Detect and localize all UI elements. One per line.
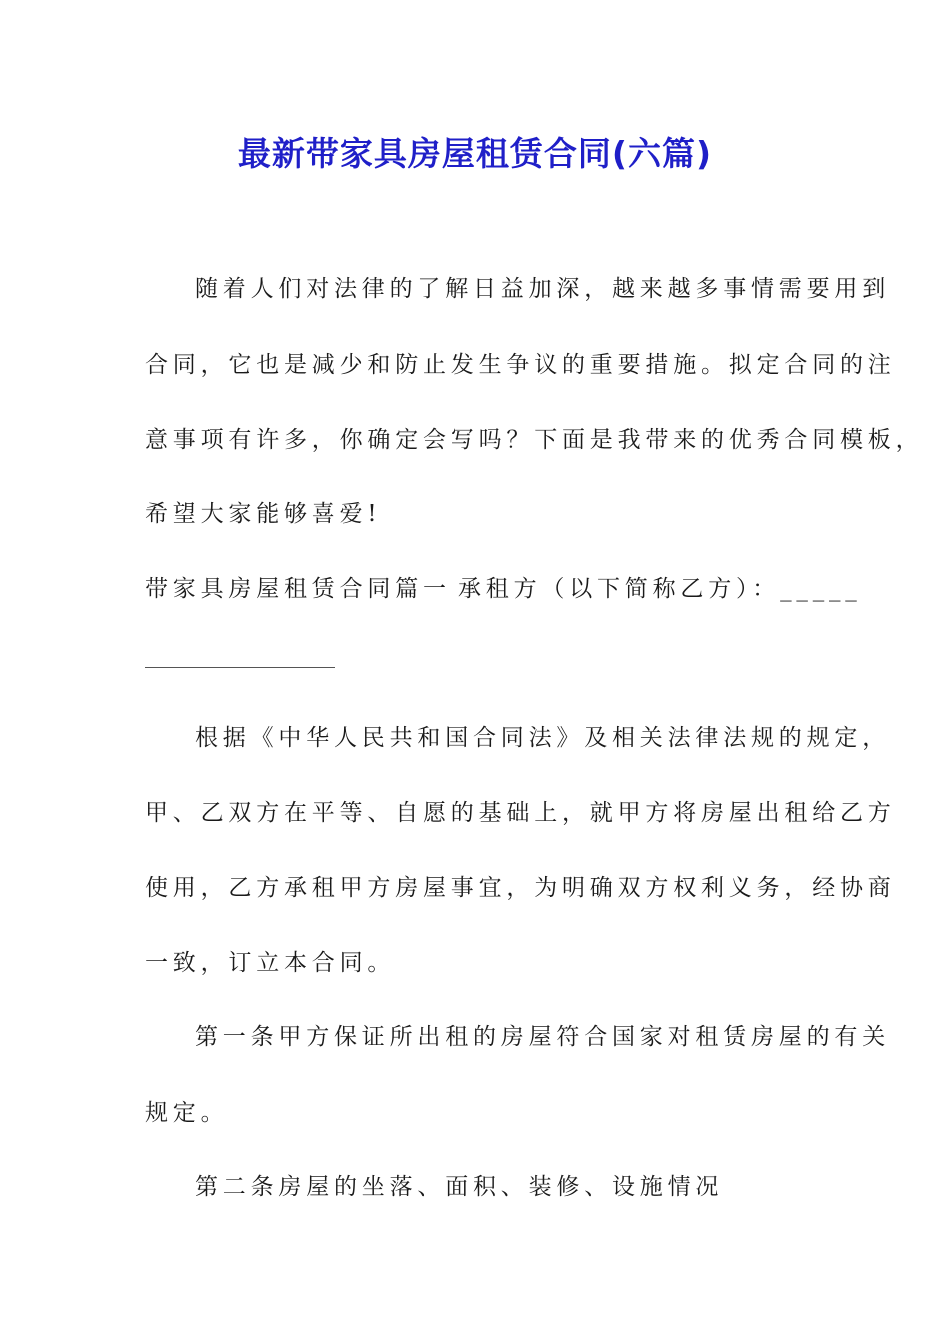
section-heading: 带家具房屋租赁合同篇一 <box>145 576 451 602</box>
intro-line-2: 合同，它也是减少和防止发生争议的重要措施。拟定合同的注 <box>145 352 896 378</box>
body-line-5: 第一条甲方保证所出租的房屋符合国家对租赁房屋的有关 <box>195 1024 890 1050</box>
body-line-2: 甲、乙双方在平等、自愿的基础上，就甲方将房屋出租给乙方 <box>145 800 896 826</box>
intro-line-3: 意事项有许多，你确定会写吗？下面是我带来的优秀合同模板， <box>145 427 924 453</box>
intro-line-4: 希望大家能够喜爱! <box>145 501 382 527</box>
blank-fill-line <box>145 667 335 668</box>
body-line-3: 使用，乙方承租甲方房屋事宜，为明确双方权利义务，经协商 <box>145 875 896 901</box>
tenant-label: 承租方（以下简称乙方）：_____ <box>458 576 862 602</box>
body-line-6: 规定。 <box>145 1100 229 1126</box>
body-line-7: 第二条房屋的坐落、面积、装修、设施情况 <box>195 1174 724 1200</box>
document-title: 最新带家具房屋租赁合同(六篇) <box>237 134 713 173</box>
body-line-4: 一致，订立本合同。 <box>145 950 396 976</box>
body-line-1: 根据《中华人民共和国合同法》及相关法律法规的规定， <box>195 725 890 751</box>
intro-line-1: 随着人们对法律的了解日益加深，越来越多事情需要用到 <box>195 276 890 302</box>
